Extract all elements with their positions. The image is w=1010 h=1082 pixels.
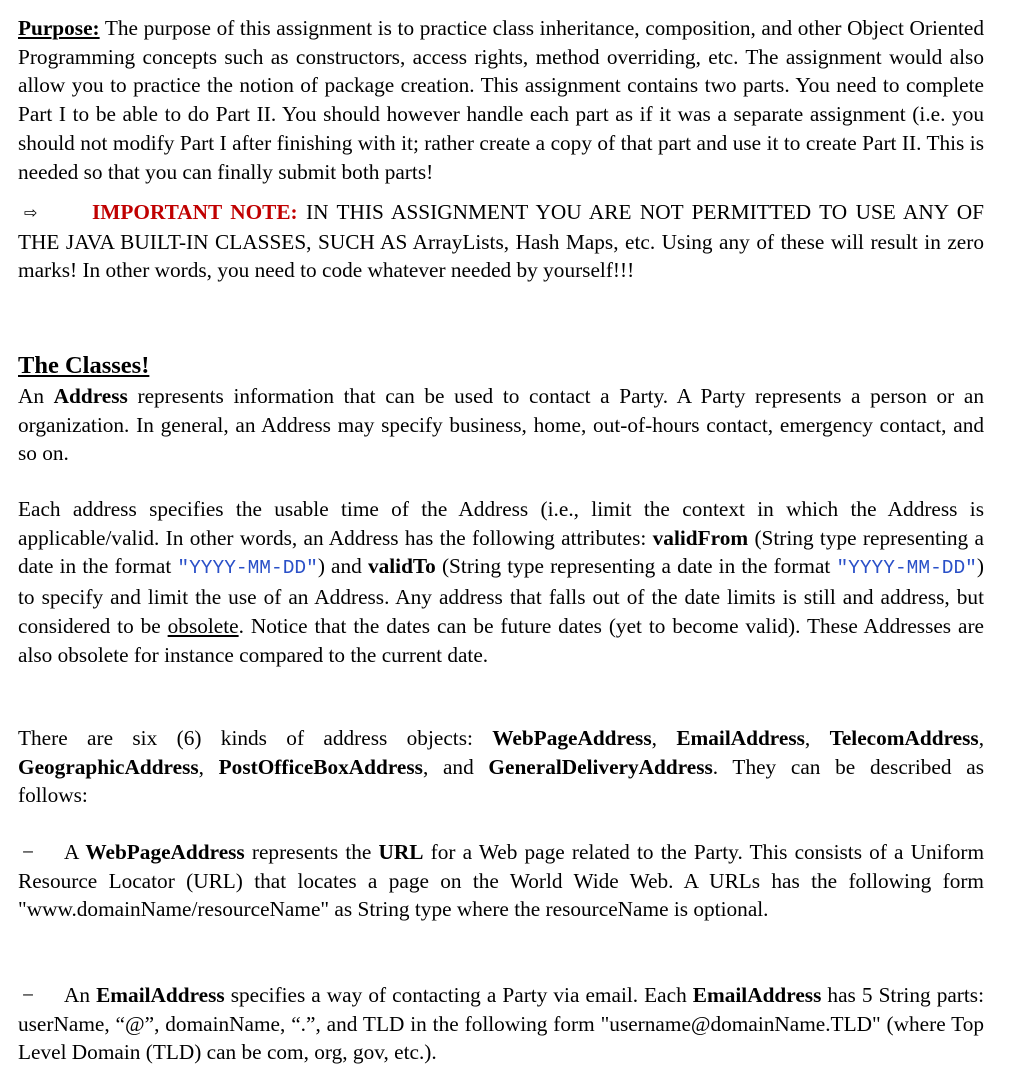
classes-heading: The Classes! — [18, 352, 150, 379]
valid-to-term: validTo — [367, 554, 436, 579]
webpage-address-item — [18, 838, 984, 924]
email-term-2: EmailAddress — [692, 983, 822, 1007]
dash-bullet-icon: − — [22, 840, 35, 864]
email-term: EmailAddress — [96, 983, 225, 1007]
webpage-text-3: for a Web page related to the Party. This consists of a Uniform Resource Locator (URL) that locates a page on the World Wide Web. A URLs has the following form "www.domainName/resourceName" as String type where the resourceName is optional. — [18, 840, 985, 922]
kinds-sep-3: , — [978, 726, 985, 750]
dash-bullet-icon: − — [22, 983, 35, 1007]
kinds-sep-2: , — [804, 726, 830, 750]
kind-geographic: GeographicAddress — [18, 754, 199, 779]
kinds-sep-5: , and — [422, 754, 489, 779]
important-note-text: IN THIS ASSIGNMENT YOU ARE NOT PERMITTED TO USE ANY OF THE JAVA BUILT-IN CLASSES, SUCH AS ArrayLists, Hash Maps, etc. Using any of these will result in zero marks! In other words, you need to code whatever needed by yourself!!! — [18, 200, 984, 283]
kinds-sep-1: , — [651, 726, 677, 750]
important-note-paragraph — [18, 198, 984, 285]
validity-text-3: ) and — [317, 554, 368, 579]
arrow-right-icon: ⇨ — [24, 203, 38, 222]
address-text-2: represents information that can be used to contact a Party. A Party represents a person or an organization. In general, an Address may specify business, home, out-of-hours contact, emergency contact, and so on. — [18, 384, 984, 466]
webpage-text-2: represents the — [244, 840, 379, 864]
validity-text-4: (String type representing a date in the format — [435, 554, 837, 579]
address-term: Address — [53, 384, 128, 408]
webpage-term: WebPageAddress — [85, 840, 245, 864]
important-note-label: IMPORTANT NOTE: — [92, 200, 298, 224]
email-address-item — [18, 981, 984, 1067]
kind-email: EmailAddress — [676, 726, 805, 750]
kinds-text-1: There are six (6) kinds of address objects: — [18, 726, 493, 750]
validity-text-1: Each address specifies the usable time of the Address (i.e., limit the context in which the Address is applicable/valid. In other words, an Address has the following attributes: — [18, 497, 984, 550]
url-term: URL — [378, 840, 424, 864]
webpage-text-1: A — [64, 840, 86, 864]
address-text-1: An — [18, 384, 54, 408]
purpose-label: Purpose: — [18, 16, 100, 40]
purpose-paragraph — [18, 14, 984, 186]
validity-text-6: . Notice that the dates can be future dates (yet to become valid). These Addresses are also obsolete for instance compared to the current date. — [18, 613, 984, 667]
valid-from-term: validFrom — [652, 525, 749, 550]
validity-text-5: ) to specify and limit the use of an Address. Any address that falls out of the date limits is still and address, but considered to be — [18, 554, 984, 638]
kind-pobox: PostOfficeBoxAddress — [218, 754, 423, 779]
date-format-2: "YYYY-MM-DD" — [836, 557, 977, 580]
kind-general-delivery: GeneralDeliveryAddress — [488, 754, 713, 779]
date-format-1: "YYYY-MM-DD" — [177, 557, 318, 580]
email-text-2: specifies a way of contacting a Party via email. Each — [224, 983, 693, 1007]
email-text-1: An — [64, 983, 97, 1007]
kind-telecom: TelecomAddress — [829, 726, 979, 750]
kinds-paragraph — [18, 724, 984, 810]
kind-webpage: WebPageAddress — [492, 726, 652, 750]
kinds-text-2: . They can be described as follows: — [18, 754, 984, 808]
validity-paragraph — [18, 495, 984, 669]
email-text-3: has 5 String parts: userName, “@”, domainName, “.”, and TLD in the following form "username@domainName.TLD" (where Top Level Domain (TLD) can be com, org, gov, etc.). — [18, 983, 985, 1065]
address-paragraph — [18, 382, 984, 468]
validity-text-2: (String type representing a date in the format — [18, 525, 984, 579]
obsolete-term: obsolete — [167, 613, 239, 638]
kinds-sep-4: , — [198, 754, 219, 779]
purpose-text: The purpose of this assignment is to practice class inheritance, composition, and other Object Oriented Programming concepts such as constructors, access rights, method overriding, etc. The assignment would also allow you to practice the notion of package creation. This assignment contains two parts. You need to complete Part I to be able to do Part II. You should however handle each part as if it was a separate assignment (i.e. you should not modify Part I after finishing with it; rather create a copy of that part and use it to create Part II. This is needed so that you can finally submit both parts! — [18, 16, 984, 184]
